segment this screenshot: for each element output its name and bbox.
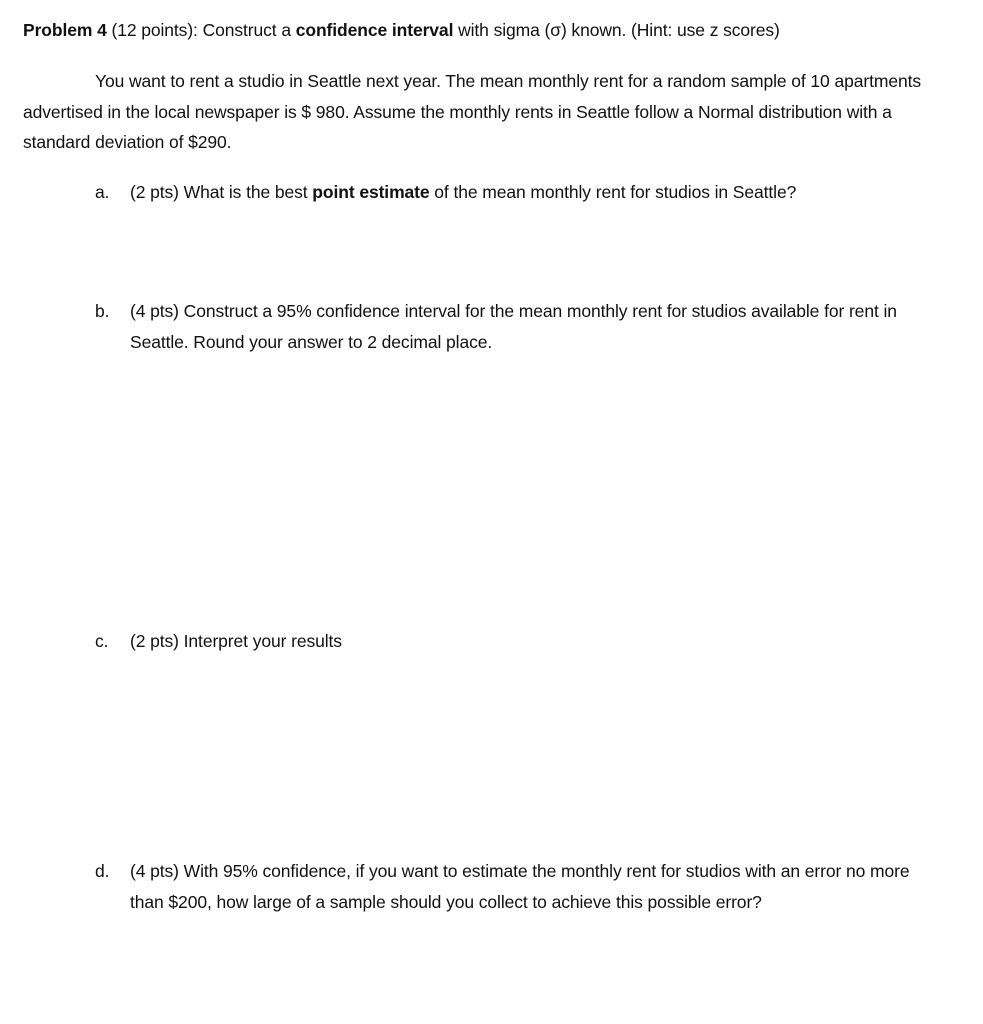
problem-label: Problem 4 — [23, 20, 107, 40]
problem-title — [23, 17, 963, 43]
question-a — [95, 177, 935, 208]
problem-intro-text: You want to rent a studio in Seattle next year. The mean monthly rent for a random sample of 10 apartments advertised in the local newspaper is $ 980. Assume the monthly rents in Seattle follow a Normal distribution with a standard deviation of $290. — [23, 71, 921, 152]
question-d-text: (4 pts) With 95% confidence, if you want to estimate the monthly rent for studios with an error no more than $200, how large of a sample should you collect to achieve this possible error? — [130, 861, 910, 912]
question-b-letter: b. — [95, 301, 110, 321]
question-a-letter: a. — [95, 182, 110, 202]
question-b — [95, 296, 935, 357]
problem-title-rest: with sigma (σ) known. (Hint: use z scores) — [453, 20, 780, 40]
question-b-text: (4 pts) Construct a 95% confidence interval for the mean monthly rent for studios available for rent in Seattle. Round your answer to 2 decimal place. — [130, 301, 897, 352]
question-a-after: of the mean monthly rent for studios in Seattle? — [429, 182, 797, 202]
question-c — [95, 626, 935, 657]
question-d — [95, 856, 935, 917]
question-c-letter: c. — [95, 631, 109, 651]
problem-points: (12 points): Construct a — [106, 20, 296, 40]
question-d-letter: d. — [95, 861, 110, 881]
question-a-text — [130, 177, 935, 208]
question-a-before: (2 pts) What is the best — [130, 182, 313, 202]
question-c-text: (2 pts) Interpret your results — [130, 631, 342, 651]
problem-intro — [23, 66, 938, 158]
question-a-bold: point estimate — [312, 182, 430, 202]
problem-bold-term: confidence interval — [295, 20, 454, 40]
